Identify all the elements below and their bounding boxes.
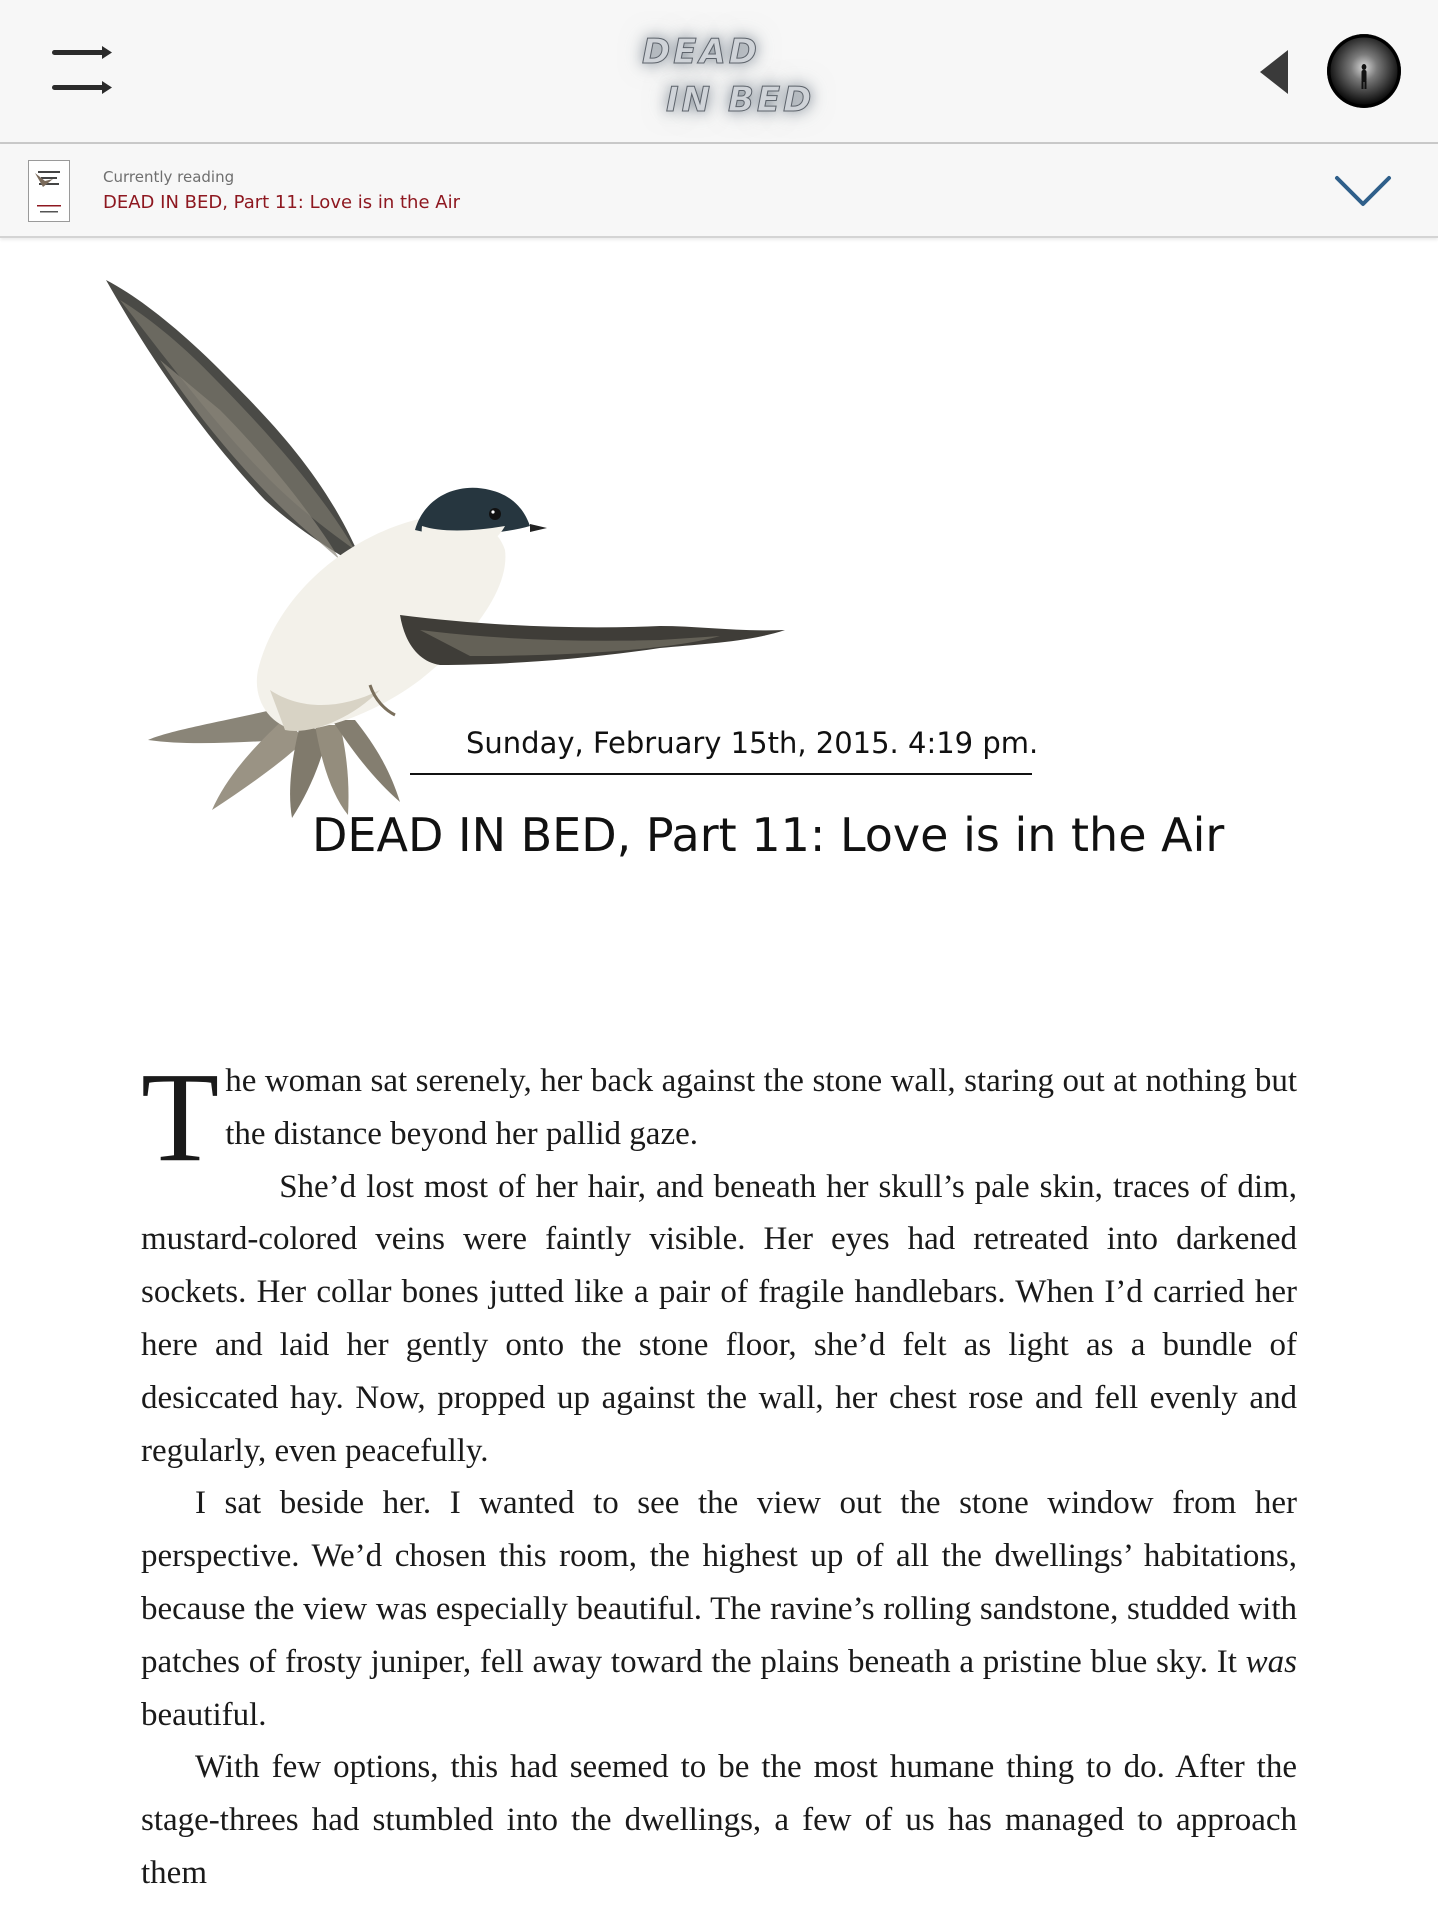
currently-reading-bar[interactable] [0, 144, 1438, 238]
paragraph-3-emphasis: was [1245, 1643, 1297, 1680]
paragraph-3-text-b: beautiful. [141, 1696, 267, 1733]
post-title: DEAD IN BED, Part 11: Love is in the Air [312, 808, 1225, 862]
user-avatar[interactable] [1327, 34, 1401, 108]
currently-reading-label: Currently reading [103, 168, 235, 186]
chevron-down-icon [1333, 172, 1393, 212]
logo-line-1: DEAD [642, 32, 760, 72]
post-date: Sunday, February 15th, 2015. 4:19 pm. [466, 726, 1039, 760]
date-divider [410, 773, 1032, 775]
story-body [141, 1046, 1297, 1900]
paragraph-3 [141, 1477, 1297, 1741]
triangle-left-icon [1256, 48, 1296, 96]
avatar-figure-image [1327, 34, 1401, 108]
paragraph-1 [141, 1046, 1297, 1188]
paragraph-4: With few options, this had seemed to be the most humane thing to do. After the stage-threes had stumbled into the dwellings, a few of us has managed to approach them [141, 1749, 1297, 1891]
logo-line-2: IN BED [666, 80, 815, 120]
drop-cap: T [141, 1046, 220, 1188]
menu-arrows-icon [50, 46, 116, 98]
paragraph-3-text-a: I sat beside her. I wanted to see the view out the stone window from her perspective. We’d chosen this room, the highest up of all the dwellings’ habitations, because the view was especially beautiful. The ravine’s rolling sandstone, studded with patches of frosty juniper, fell away toward the plains beneath a pristine blue sky. It [141, 1485, 1297, 1680]
back-button[interactable] [1256, 48, 1296, 96]
menu-button[interactable] [50, 46, 116, 98]
expand-button[interactable] [1333, 172, 1393, 212]
book-cover-thumbnail[interactable] [28, 160, 70, 222]
paragraph-2: She’d lost most of her hair, and beneath her skull’s pale skin, traces of dim, mustard-colored veins were faintly visible. Her eyes had retreated into darkened sockets. Her collar bones jutted like a pair of fragile handlebars. When I’d carried her here and laid her gently onto the stone floor, she’d felt as light as a bundle of desiccated hay. Now, propped up against the wall, her chest rose and fell evenly and regularly, even peacefully. [141, 1168, 1297, 1469]
paragraph-1-text: he woman sat serenely, her back against the stone wall, staring out at nothing but the distance beyond her pallid gaze. [225, 1063, 1297, 1152]
book-cover-image [29, 161, 69, 221]
app-header [0, 0, 1438, 144]
app-logo[interactable] [620, 16, 820, 128]
currently-reading-title[interactable]: DEAD IN BED, Part 11: Love is in the Air [103, 192, 460, 213]
